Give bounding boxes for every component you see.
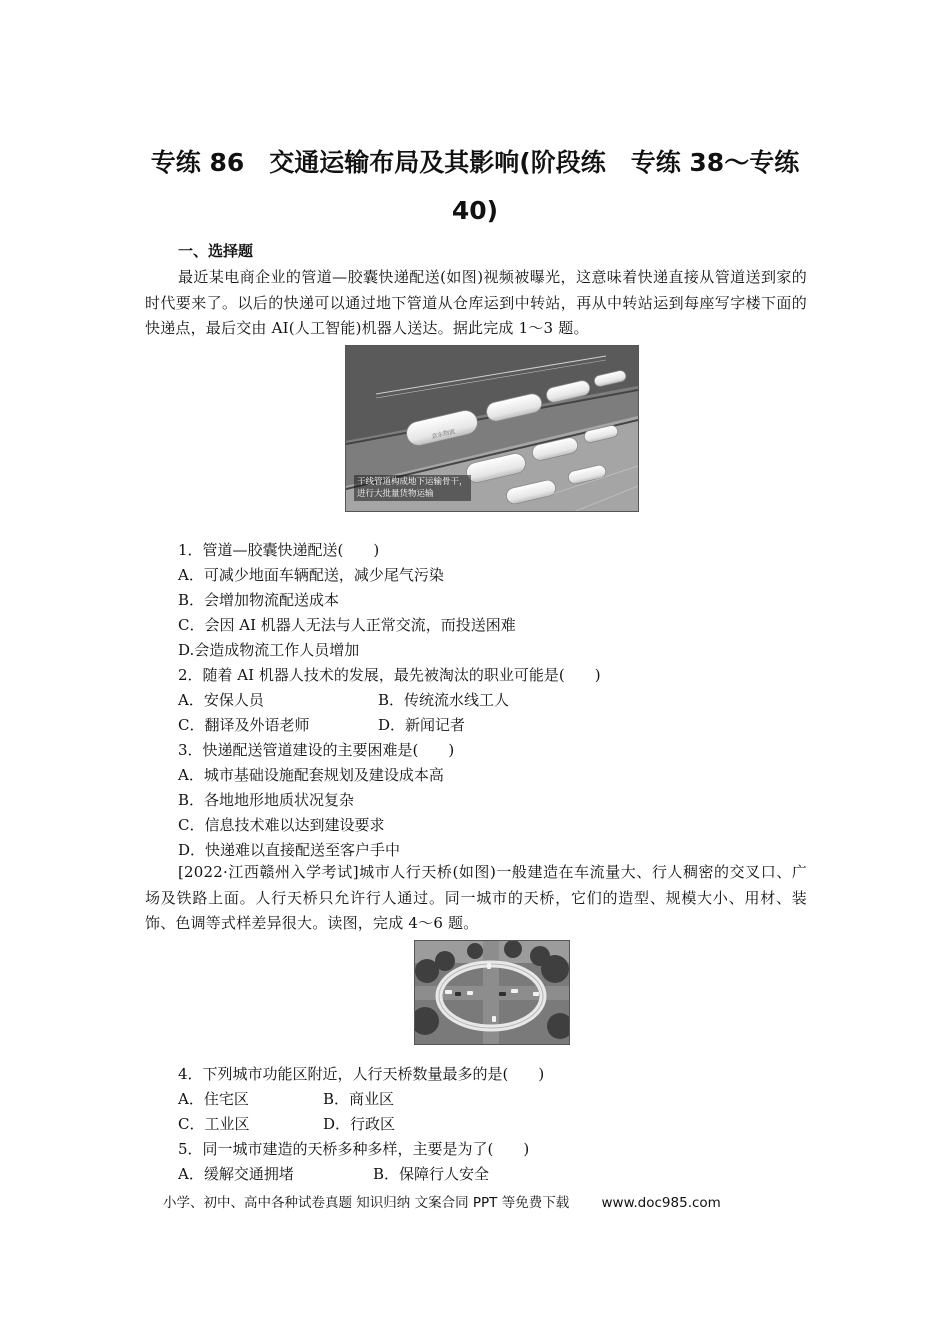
q1-option-b: B．会增加物流配送成本 (178, 591, 340, 609)
q3-option-d: D．快递难以直接配送至客户手中 (178, 841, 401, 859)
question-4: 4．下列城市功能区附近，人行天桥数量最多的是( ) (178, 1065, 545, 1083)
passage-1: 最近某电商企业的管道—胶囊快递配送(如图)视频被曝光，这意味着快递直接从管道送到家的时代要来了。以后的快递可以通过地下管道从仓库运到中转站，再从中转站运到每座写字楼下面的快递点，最后交由 AI(人工智能)机器人送达。据此完成 1～3 题。 (145, 268, 807, 337)
q4-option-b: B．商业区 (323, 1090, 395, 1108)
footer-text: 小学、初中、高中各种试卷真题 知识归纳 文案合同 PPT 等免费下载 (163, 1195, 570, 1211)
page-title-line-1: 专练 86 交通运输布局及其影响(阶段练 专练 38～专练 (150, 148, 800, 177)
q2-option-c: C．翻译及外语老师 (178, 716, 310, 734)
pipeline-capsule-figure (345, 345, 639, 512)
question-1: 1．管道—胶囊快递配送( ) (178, 541, 380, 559)
question-3: 3．快递配送管道建设的主要困难是( ) (178, 741, 455, 759)
q2-options-row-1 (178, 688, 510, 713)
q2-option-d: D．新闻记者 (378, 716, 466, 734)
passage-2: [2022·江西赣州入学考试]城市人行天桥(如图)一般建造在车流量大、行人稠密的交叉口、广场及铁路上面。人行天桥只允许行人通过。同一城市的天桥，它们的造型、规模大小、用材、装饰、色调等式样差异很大。读图，完成 4～6 题。 (145, 863, 807, 932)
q5-options-row-1 (178, 1162, 490, 1187)
page-footer (163, 1191, 721, 1211)
pedestrian-bridge-figure (414, 940, 570, 1045)
q1-option-a: A．可减少地面车辆配送，减少尾气污染 (178, 566, 444, 584)
q5-option-a: A．缓解交通拥堵 (178, 1165, 294, 1183)
question-5: 5．同一城市建造的天桥多种多样，主要是为了( ) (178, 1140, 530, 1158)
q2-options-row-2 (178, 713, 466, 738)
q1-option-c: C．会因 AI 机器人无法与人正常交流，而投送困难 (178, 616, 516, 634)
q2-option-b: B．传统流水线工人 (378, 691, 510, 709)
q4-option-a: A．住宅区 (178, 1090, 249, 1108)
q3-option-a: A．城市基础设施配套规划及建设成本高 (178, 766, 444, 784)
q4-options-row-2 (178, 1112, 396, 1137)
q1-option-d: D.会造成物流工作人员增加 (178, 641, 360, 659)
q4-options-row-1 (178, 1087, 395, 1112)
capsule-label: 京东物流 (430, 428, 456, 441)
question-2: 2．随着 AI 机器人技术的发展，最先被淘汰的职业可能是( ) (178, 666, 601, 684)
q2-option-a: A．安保人员 (178, 691, 264, 709)
section-heading: 一、选择题 (178, 242, 254, 260)
q5-option-b: B．保障行人安全 (373, 1165, 490, 1183)
page-title-line-2: 40) (451, 196, 499, 225)
q3-option-c: C．信息技术难以达到建设要求 (178, 816, 385, 834)
q4-option-c: C．工业区 (178, 1115, 250, 1133)
q3-option-b: B．各地地形地质状况复杂 (178, 791, 355, 809)
pedestrian-bridge-illustration (415, 941, 569, 1044)
q4-option-d: D．行政区 (323, 1115, 396, 1133)
footer-site-link[interactable]: www.doc985.com (601, 1195, 721, 1211)
figure-caption: 干线管道构成地下运输骨干， 进行大批量货物运输 (354, 475, 471, 501)
